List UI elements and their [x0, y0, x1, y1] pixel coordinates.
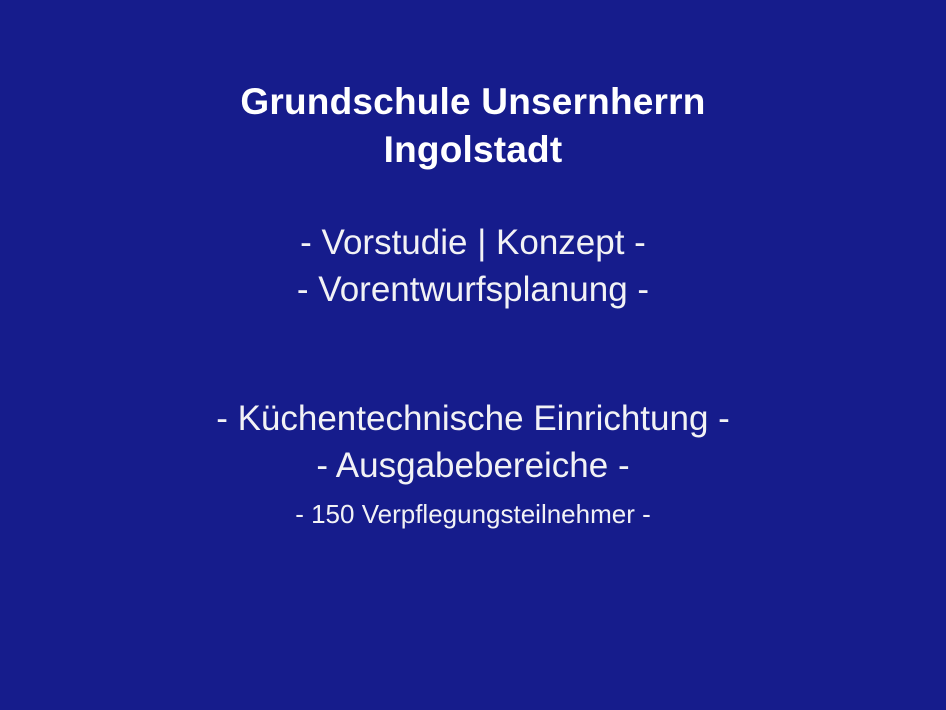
subtitle-line-2: - Vorentwurfsplanung - — [296, 270, 650, 309]
spacer-subtitle-section — [0, 313, 946, 395]
page-title-line-1: Grundschule Unsernherrn — [240, 81, 706, 122]
title-block — [0, 78, 946, 174]
subtitle-block — [0, 219, 946, 313]
page-title-line-2: Ingolstadt — [383, 129, 563, 170]
section-line-2: - Ausgabebereiche - — [316, 446, 630, 485]
section-block — [0, 395, 946, 534]
section-line-1: - Küchentechnische Einrichtung - — [216, 399, 730, 438]
spacer-title-subtitle — [0, 174, 946, 219]
participants-note: - 150 Verpflegungsteilnehmer - — [295, 499, 651, 529]
subtitle-line-1: - Vorstudie | Konzept - — [300, 223, 646, 262]
